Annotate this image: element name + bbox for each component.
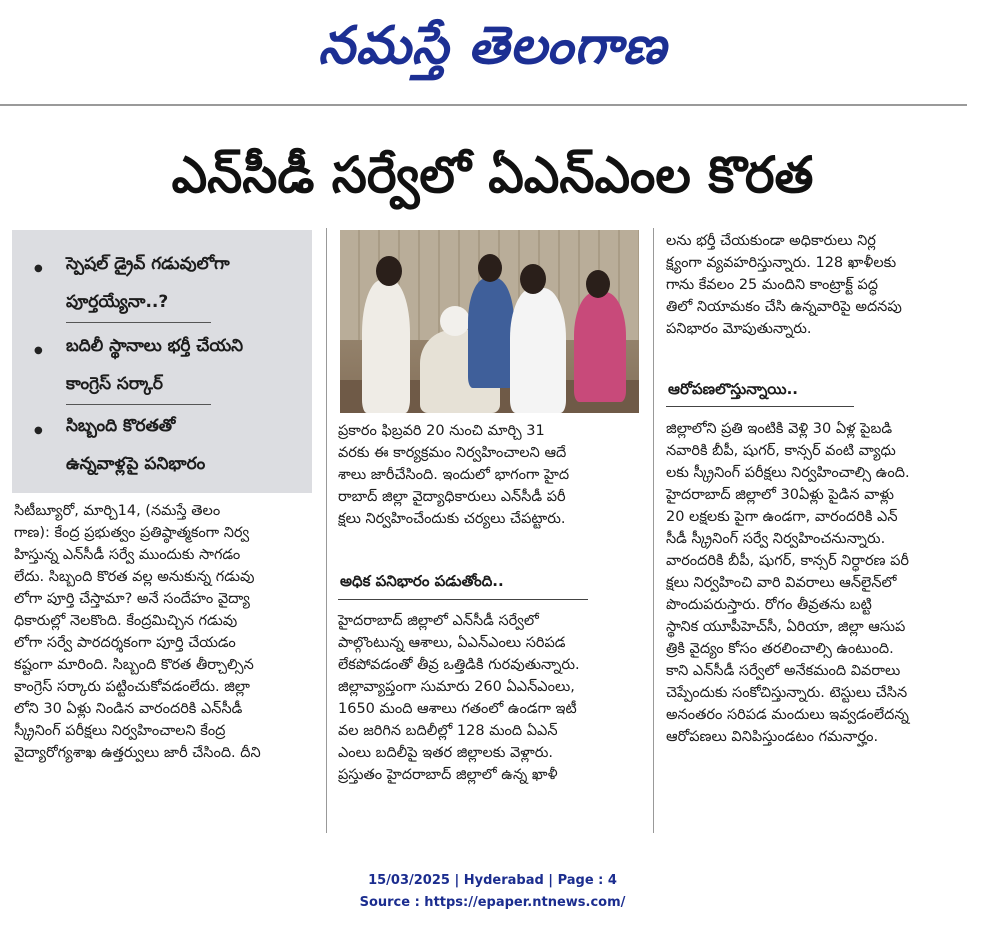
text-line: క్షలు నిర్వహించేందుకు చర్యలు చేపట్టారు. xyxy=(338,511,566,527)
text-line: శాలు జారీచేసింది. ఇందులో భాగంగా హైద xyxy=(338,467,570,483)
masthead-logo: నమస్తే తెలంగాణ xyxy=(318,15,667,76)
text-line: గాను కేవలం 25 మందిని కాంట్రాక్ట్‌ పద్ధ xyxy=(666,277,879,293)
highlight-line: స్పెషల్‌ డ్రైవ్‌ గడువులోగా xyxy=(66,254,230,274)
photo-figure-head xyxy=(586,270,610,298)
photo-figure-head xyxy=(440,306,470,336)
text-line: హైదరాబాద్‌ జిల్లాలో ఎన్‌సీడీ సర్వేలో xyxy=(338,613,539,629)
text-line: లోగా పూర్తి చేస్తామా? అనే సందేహం వైద్యా xyxy=(14,591,250,607)
photo-figure-head xyxy=(478,254,502,282)
footer-dateline: 15/03/2025 | Hyderabad | Page : 4 xyxy=(368,873,617,888)
text-line: సీడీ స్క్రీనింగ్‌ సర్వే నిర్వహించనున్నారు. xyxy=(666,531,886,547)
text-line: కష్టంగా మారింది. సిబ్బంది కొరత తీర్చాల్సిన xyxy=(14,657,254,673)
footer-source: Source : https://epaper.ntnews.com/ xyxy=(359,895,626,910)
article-column-3-continued xyxy=(666,418,971,748)
subheading-allegations: ఆరోపణలొస్తున్నాయి.. xyxy=(668,380,798,398)
photo-figure xyxy=(468,278,514,388)
text-line: వరకు ఈ కార్యక్రమం నిర్వహించాలని ఆదే xyxy=(338,445,567,461)
bullet-icon: ● xyxy=(34,425,43,436)
text-line: జిల్లాలోని ప్రతి ఇంటికి వెళ్లి 30 ఏళ్ల పైబడి xyxy=(666,421,893,437)
text-line: ఎంలు బదిలీపై ఇతర జిల్లాలకు వెళ్లారు. xyxy=(338,745,553,761)
article-column-3 xyxy=(666,230,971,340)
text-line: కాంగ్రెస్‌ సర్కారు పట్టించుకోవడంలేదు. జిల్లా xyxy=(14,679,250,695)
text-line: కాని ఎన్‌సీడీ సర్వేలో అనేకమంది వివరాలు xyxy=(666,663,901,679)
article-column-1 xyxy=(14,500,314,764)
masthead xyxy=(0,0,985,100)
text-line: లేకపోవడంతో తీవ్ర ఒత్తిడికి గురవుతున్నారు. xyxy=(338,657,580,673)
subheading-workload: అధిక పనిభారం పడుతోంది.. xyxy=(340,572,504,590)
text-line: గాణ): కేంద్ర ప్రభుత్వం ప్రతిష్ఠాత్మకంగా నిర్వ xyxy=(14,525,250,541)
text-line: పనిభారం మోపుతున్నారు. xyxy=(666,321,812,337)
highlights-box xyxy=(12,230,312,493)
text-line: లకు స్క్రీనింగ్‌ పరీక్షలు నిర్వహించాల్సి ఉంది. xyxy=(666,465,910,481)
masthead-divider xyxy=(0,104,967,106)
text-line: జిల్లావ్యాప్తంగా సుమారు 260 ఏఎన్‌ఎంలు, xyxy=(338,679,575,695)
photo-figure-head xyxy=(520,264,546,294)
text-line: లోని 30 ఏళ్లు నిండిన వారందరికి ఎన్‌సీడీ xyxy=(14,701,243,717)
text-line: పొందుపరుస్తారు. రోగం తీవ్రతను బట్టి xyxy=(666,597,872,613)
article-column-2 xyxy=(338,420,643,530)
text-line: ధికారుల్లో నెలకొంది. కేంద్రమిచ్చిన గడువు xyxy=(14,613,238,629)
text-line: వైద్యారోగ్యశాఖ ఉత్తర్వులు జారీ చేసింది. దీని xyxy=(14,745,261,761)
article-headline: ఎన్‌సీడీ సర్వేలో ఏఎన్‌ఎంల కొరత xyxy=(171,146,814,204)
text-line: రాబాద్‌ జిల్లా వైద్యాధికారులు ఎన్‌సీడీ పరీ xyxy=(338,489,566,505)
text-line: క్ష్యంగా వ్యవహరిస్తున్నారు. 128 ఖాళీలకు xyxy=(666,255,897,271)
text-line: వల జరిగిన బదిలీల్లో 128 మంది ఏఎన్‌ xyxy=(338,723,558,739)
photo-figure xyxy=(574,292,626,402)
text-line: అనంతరం సరిపడ మందులు ఇవ్వడంలేదన్న xyxy=(666,707,909,723)
text-line: 1650 మంది ఆశాలు గతంలో ఉండగా ఇటీ xyxy=(338,701,577,717)
photo-figure xyxy=(510,288,566,413)
text-line: 20 లక్షలకు పైగా ఉండగా, వారందరికి ఎన్‌ xyxy=(666,509,898,525)
text-line: హైదరాబాద్‌ జిల్లాలో 30ఏళ్లు పైడిన వాళ్లు xyxy=(666,487,894,503)
text-line: నవారికి బీపీ, షుగర్‌, కాన్సర్‌ వంటి వ్యాధు xyxy=(666,443,896,459)
subheading-underline xyxy=(338,599,588,600)
text-line: లోగా సర్వే పారదర్శకంగా పూర్తి చేయడం xyxy=(14,635,236,651)
text-line: త్రికి వైద్యం కోసం తరలించాల్సి ఉంటుంది. xyxy=(666,641,894,657)
text-line: పాల్గొంటున్న ఆశాలు, ఏఎన్‌ఎంలు సరిపడ xyxy=(338,635,566,651)
text-line: ఆరోపణలు వినిపిస్తుండటం గమనార్హం. xyxy=(666,729,879,745)
text-line: ప్రస్తుతం హైదరాబాద్‌ జిల్లాలో ఉన్న ఖాళీ xyxy=(338,767,558,783)
highlight-underline xyxy=(66,404,211,405)
highlight-line: బదిలీ స్థానాలు భర్తీ చేయని xyxy=(66,336,244,356)
column-divider xyxy=(326,228,327,833)
text-line: స్థానిక యూపీహెచ్‌సీ, ఏరియా, జిల్లా ఆసుప xyxy=(666,619,906,635)
highlight-line: పూర్తయ్యేనా..? xyxy=(66,292,169,312)
column-divider xyxy=(653,228,654,833)
text-line: లను భర్తీ చేయకుండా అధికారులు నిర్ల xyxy=(666,233,876,249)
text-line: ప్రకారం ఫిబ్రవరి 20 నుంచి మార్చి 31 xyxy=(338,423,545,439)
bullet-icon: ● xyxy=(34,263,43,274)
bullet-icon: ● xyxy=(34,345,43,356)
text-line: సిటీబ్యూరో, మార్చి14, (నమస్తే తెలం xyxy=(14,503,221,519)
highlight-line: ఉన్నవాళ్లపై పనిభారం xyxy=(66,454,206,474)
highlight-line: కాంగ్రెస్‌ సర్కార్‌ xyxy=(66,374,163,394)
article-photo xyxy=(340,230,639,413)
text-line: చెప్పేందుకు సంకోచిస్తున్నారు. టెస్టులు చేసిన xyxy=(666,685,908,701)
photo-figure xyxy=(362,280,410,413)
photo-figure-head xyxy=(376,256,402,286)
highlight-underline xyxy=(66,322,211,323)
text-line: లేదు. సిబ్బంది కొరత వల్ల అనుకున్న గడువు xyxy=(14,569,255,585)
highlight-line: సిబ్బంది కొరతతో xyxy=(66,416,176,436)
text-line: వారందరికి బీపీ, షుగర్‌, కాన్సర్‌ నిర్ధారణ పరీ xyxy=(666,553,910,569)
subheading-underline xyxy=(666,406,854,407)
article-column-2-continued xyxy=(338,610,643,786)
text-line: తిలో నియామకం చేసి ఉన్నవారిపై అదనపు xyxy=(666,299,902,315)
text-line: స్క్రీనింగ్‌ పరీక్షలు నిర్వహించాలని కేంద్ర xyxy=(14,723,226,739)
text-line: క్షలు నిర్వహించి వారి వివరాలు ఆన్‌లైన్‌లో xyxy=(666,575,897,591)
text-line: హిస్తున్న ఎన్‌సీడీ సర్వే ముందుకు సాగడం xyxy=(14,547,241,563)
